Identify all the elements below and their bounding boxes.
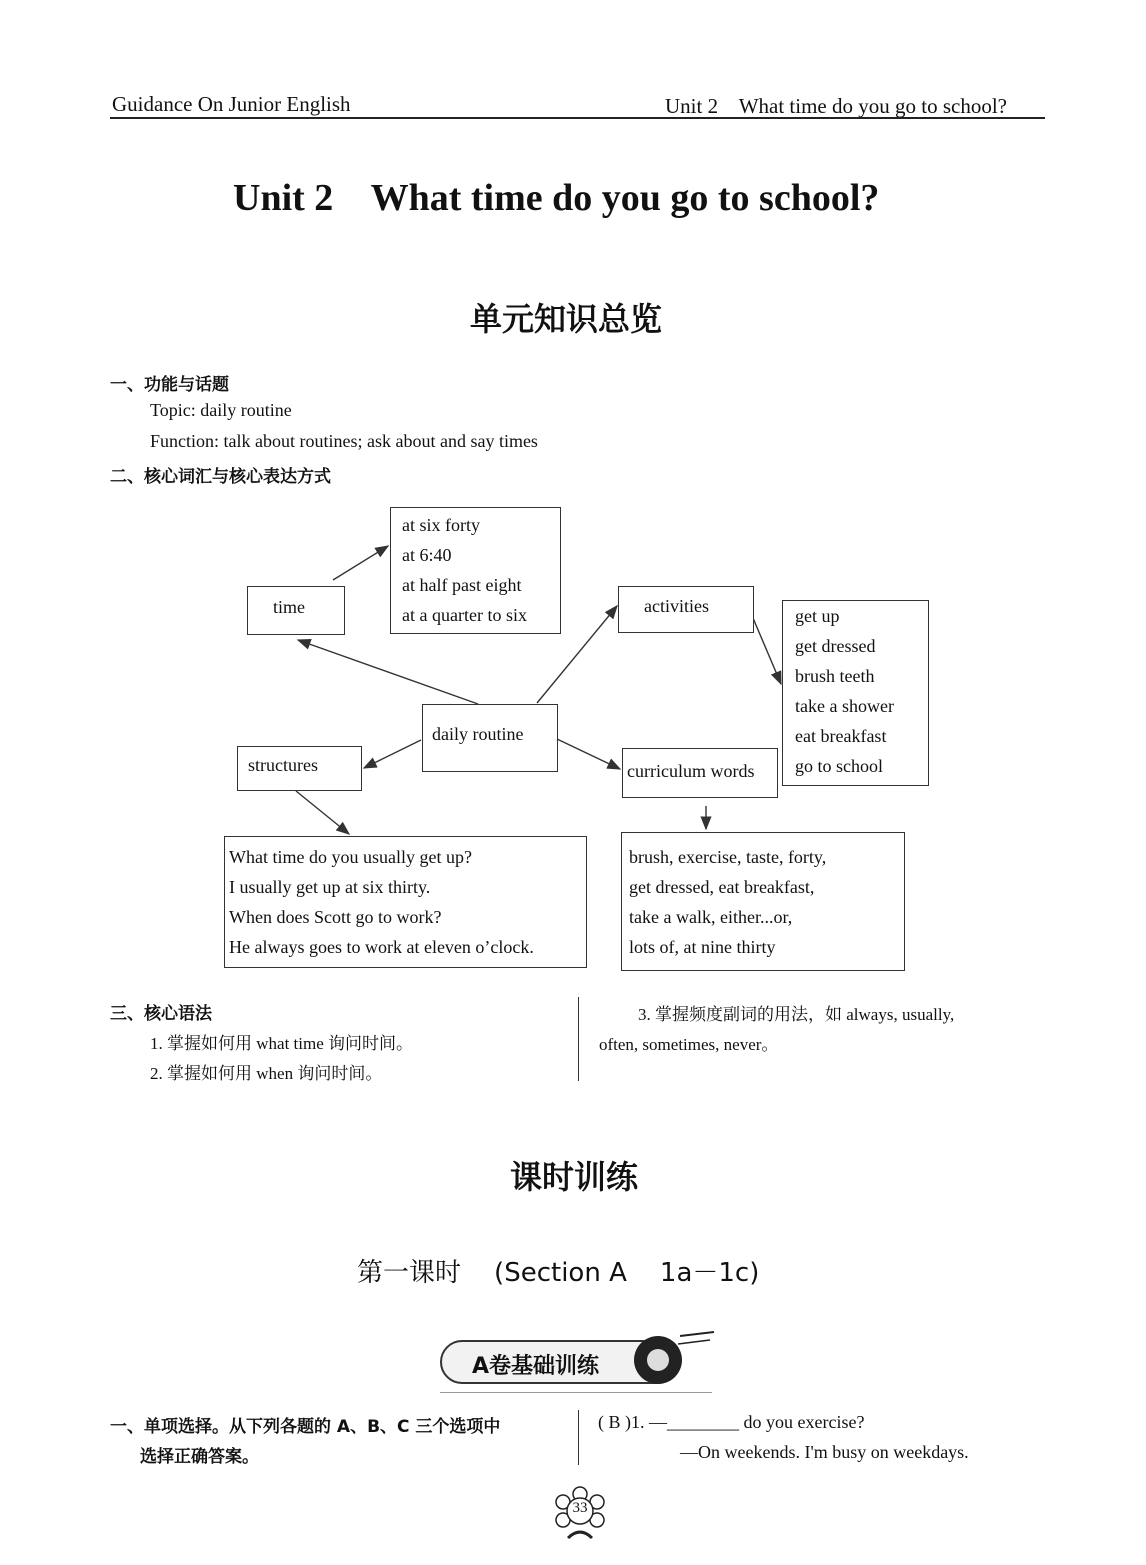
structure-example: What time do you usually get up? bbox=[229, 847, 472, 867]
curriculum-words-box bbox=[621, 832, 905, 971]
curriculum-word-line: take a walk, either...or, bbox=[629, 907, 793, 927]
activity-item: get dressed bbox=[795, 636, 876, 656]
activities-label: activities bbox=[644, 596, 709, 616]
topic-line: Topic: daily routine bbox=[150, 400, 292, 420]
structure-example: I usually get up at six thirty. bbox=[229, 877, 431, 897]
structures-label: structures bbox=[248, 755, 318, 775]
grammar-item: 1. 掌握如何用 what time 询问时间。 bbox=[150, 1034, 414, 1053]
time-examples-box bbox=[390, 507, 561, 634]
overview-heading: 单元知识总览 bbox=[470, 300, 663, 338]
time-example: at six forty bbox=[402, 515, 480, 535]
activity-item: eat breakfast bbox=[795, 726, 887, 746]
question-1-answer-line: —On weekends. I'm busy on weekdays. bbox=[680, 1442, 969, 1462]
structure-examples-box bbox=[224, 836, 587, 968]
section3-heading: 三、核心语法 bbox=[110, 1004, 212, 1024]
curriculum-word-line: lots of, at nine thirty bbox=[629, 937, 776, 957]
badge-underline bbox=[440, 1392, 712, 1393]
activity-item: get up bbox=[795, 606, 840, 626]
section2-heading: 二、核心词汇与核心表达方式 bbox=[110, 467, 331, 487]
arrow-time-to-examples bbox=[333, 546, 388, 580]
activities-box bbox=[618, 586, 754, 633]
daily-routine-box bbox=[422, 704, 558, 772]
question-1: ( B )1. —________ do you exercise? bbox=[598, 1412, 865, 1432]
arrow-structures-to-examples bbox=[296, 791, 349, 834]
exercise-instruction-line1: 一、单项选择。从下列各题的 A、B、C 三个选项中 bbox=[110, 1417, 501, 1437]
structure-example: When does Scott go to work? bbox=[229, 907, 442, 927]
exercise-divider bbox=[578, 1410, 579, 1465]
activity-item: go to school bbox=[795, 756, 883, 776]
time-box bbox=[247, 586, 345, 635]
activity-items-box bbox=[782, 600, 929, 786]
time-example: at half past eight bbox=[402, 575, 522, 595]
activity-item: take a shower bbox=[795, 696, 894, 716]
arrow-center-to-curriculum bbox=[557, 739, 620, 769]
running-header-left: Guidance On Junior English bbox=[112, 92, 351, 116]
activity-item: brush teeth bbox=[795, 666, 875, 686]
grammar-item: 2. 掌握如何用 when 询问时间。 bbox=[150, 1064, 383, 1083]
curriculum-word-line: get dressed, eat breakfast, bbox=[629, 877, 815, 897]
arrow-center-to-time bbox=[298, 640, 478, 704]
arrow-activities-to-items bbox=[753, 618, 781, 684]
page-number: 33 bbox=[572, 1500, 588, 1516]
practice-heading: 课时训练 bbox=[510, 1158, 639, 1196]
function-line: Function: talk about routines; ask about and say times bbox=[150, 431, 538, 451]
curriculum-word-line: brush, exercise, taste, forty, bbox=[629, 847, 827, 867]
running-header-right: Unit 2 What time do you go to school? bbox=[665, 94, 1007, 118]
wheel-icon bbox=[622, 1324, 722, 1388]
time-example: at a quarter to six bbox=[402, 605, 527, 625]
structures-box bbox=[237, 746, 362, 791]
curriculum-label: curriculum words bbox=[627, 761, 755, 781]
section1-heading: 一、功能与话题 bbox=[110, 375, 229, 395]
time-label: time bbox=[273, 597, 305, 617]
structure-example: He always goes to work at eleven o’clock. bbox=[229, 937, 534, 957]
grammar-item-3-line2: often, sometimes, never。 bbox=[599, 1035, 779, 1054]
daily-routine-label: daily routine bbox=[432, 724, 524, 744]
badge-label: A卷基础训练 bbox=[472, 1354, 600, 1379]
grammar-item-3-line1: 3. 掌握频度副词的用法，如 always, usually, bbox=[638, 1005, 955, 1024]
arrow-center-to-structures bbox=[364, 740, 421, 768]
column-divider bbox=[578, 997, 579, 1081]
curriculum-box bbox=[622, 748, 778, 798]
lesson-heading: 第一课时 (Section A 1a－1c) bbox=[357, 1258, 760, 1288]
exercise-instruction-line2: 选择正确答案。 bbox=[140, 1447, 259, 1467]
unit-title: Unit 2 What time do you go to school? bbox=[233, 177, 880, 219]
time-example: at 6:40 bbox=[402, 545, 452, 565]
